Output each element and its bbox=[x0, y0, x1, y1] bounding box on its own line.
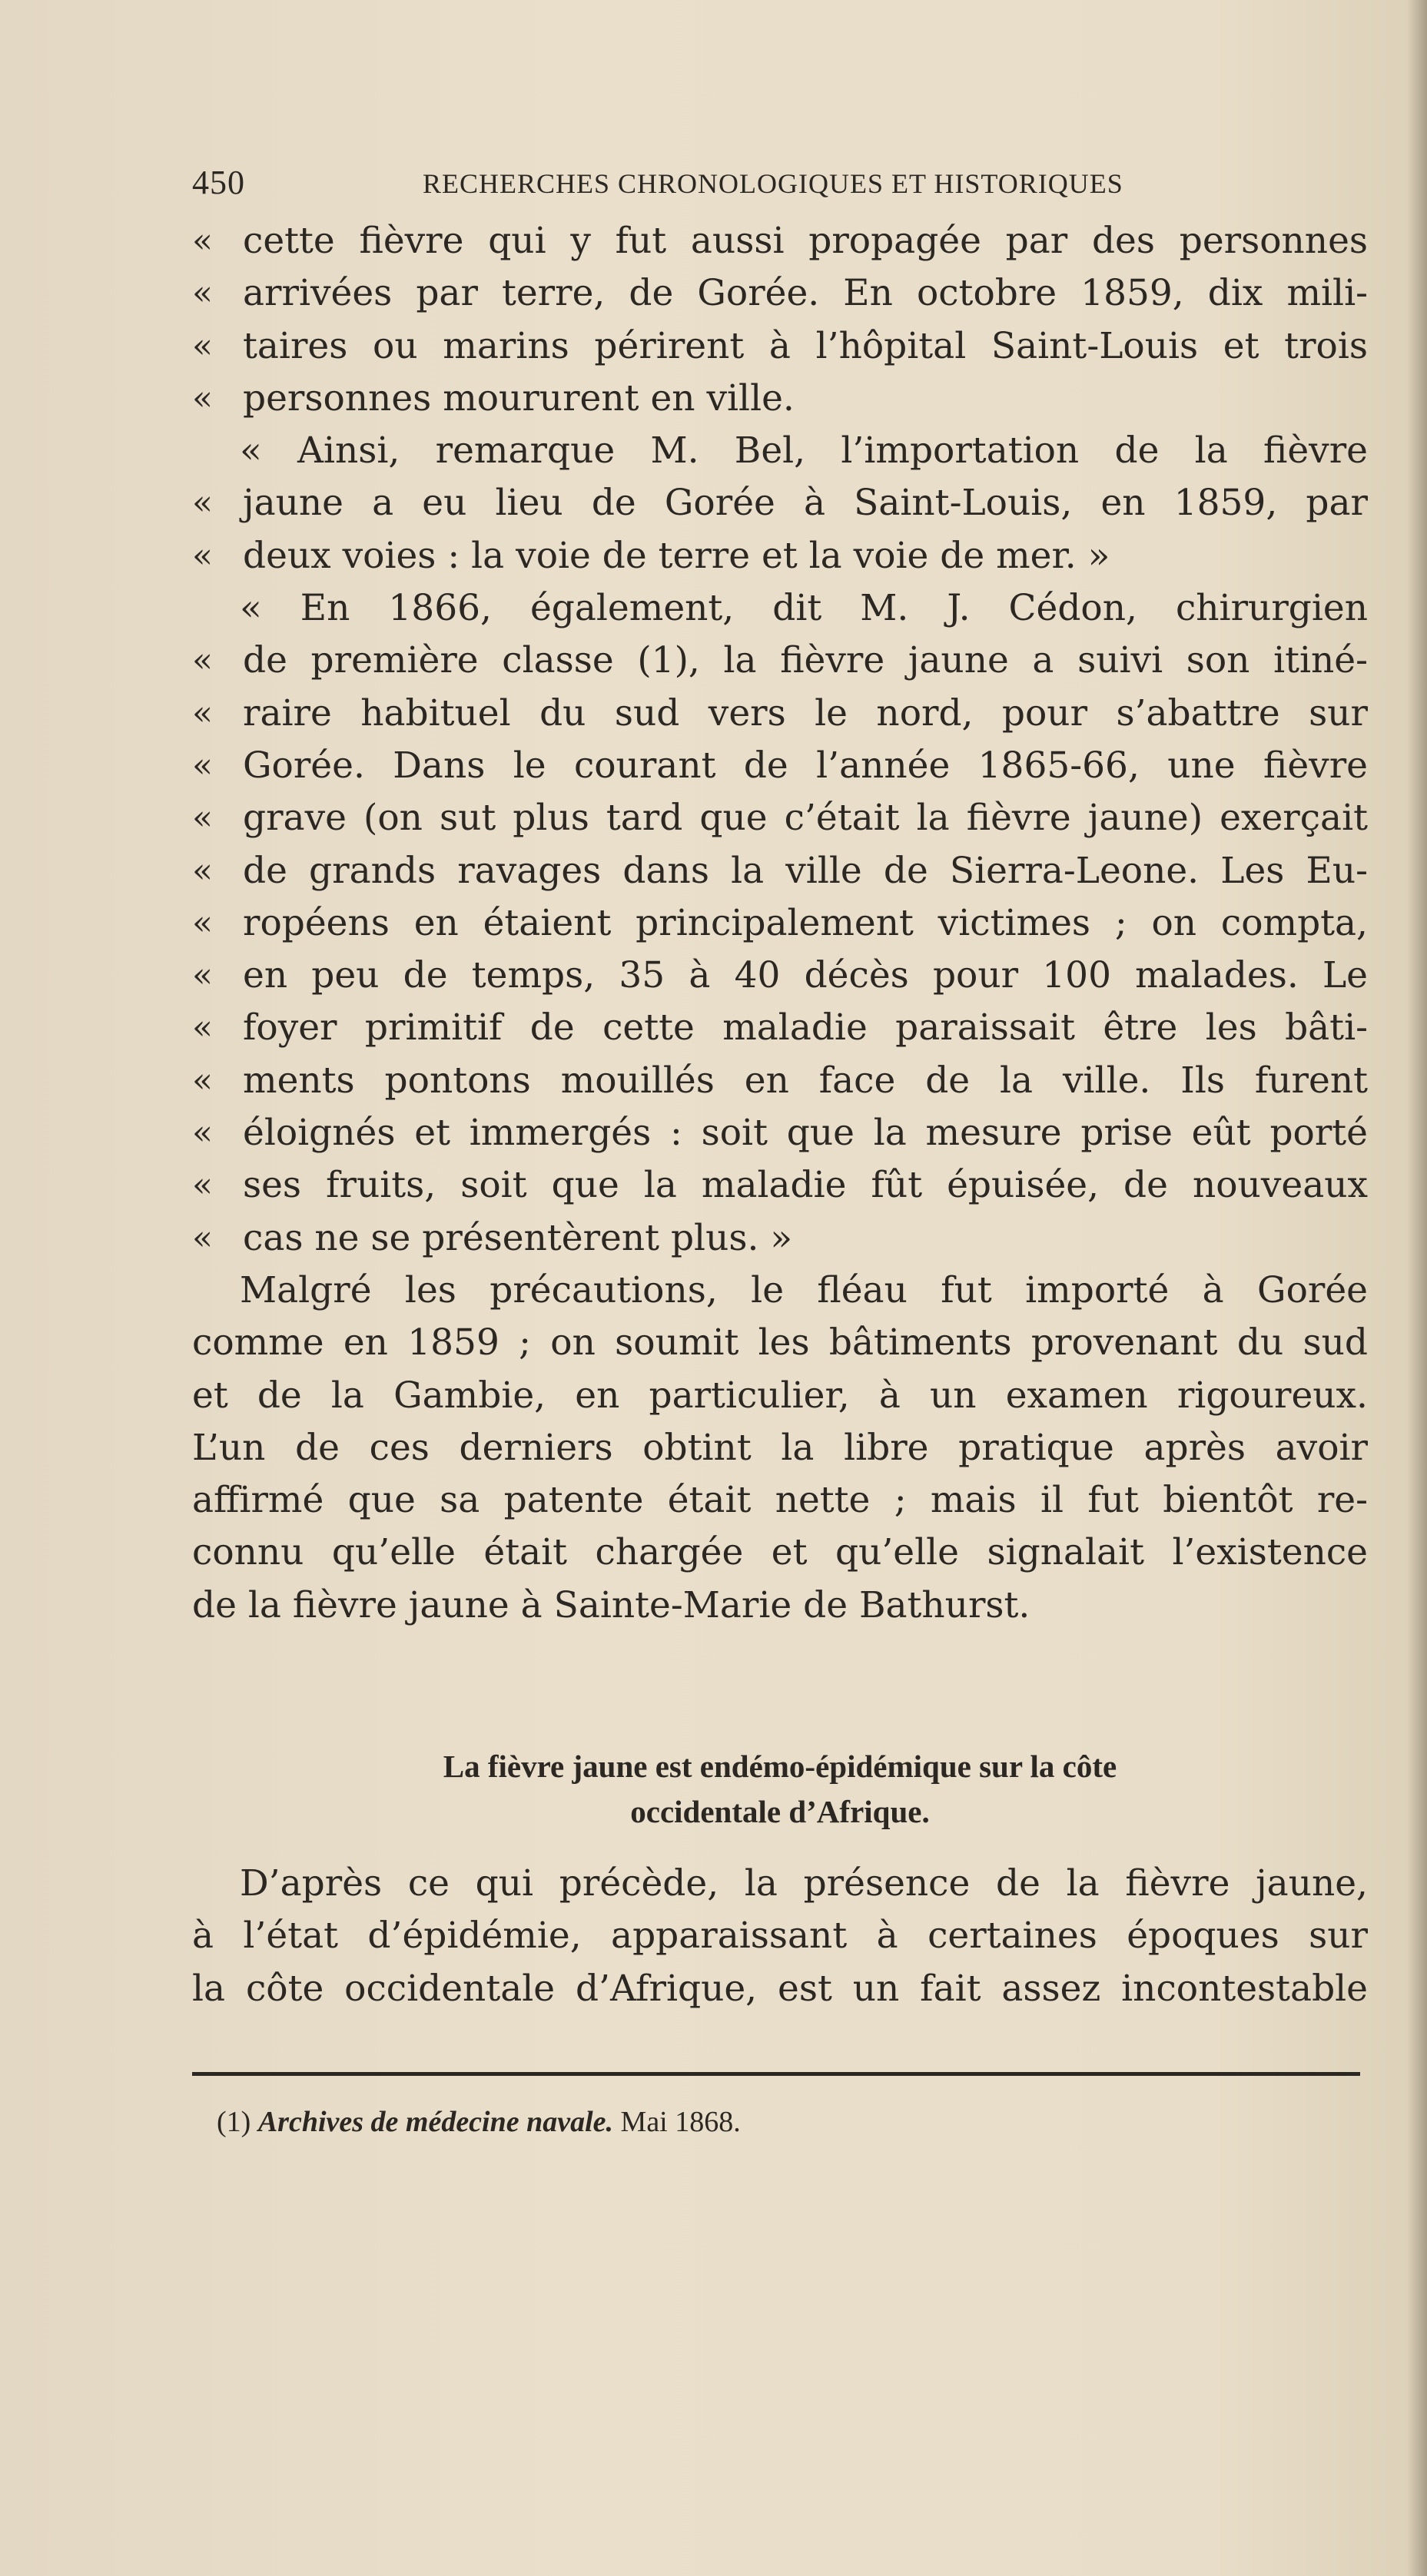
guillemet-mark: « bbox=[192, 850, 213, 890]
guillemet-mark: « bbox=[192, 221, 213, 260]
running-head: RECHERCHES CHRONOLOGIQUES ET HISTORIQUES bbox=[423, 168, 1123, 199]
line-text: ses fruits, soit que la maladie fût épuisée, de nouveaux bbox=[243, 1164, 1368, 1207]
section-heading-line-1: La fièvre jaune est endémo-épidémique sur la côte bbox=[443, 1749, 1117, 1784]
text-line bbox=[192, 320, 1368, 373]
line-text: de première classe (1), la fièvre jaune a suivi son itiné- bbox=[243, 639, 1368, 682]
line-text: en peu de temps, 35 à 40 décès pour 100 malades. Le bbox=[243, 954, 1368, 997]
text-line bbox=[192, 1910, 1368, 1962]
section-heading-line-2: occidentale d’Afrique. bbox=[630, 1794, 930, 1829]
guillemet-mark: « bbox=[192, 903, 213, 943]
text-line bbox=[192, 1527, 1368, 1579]
text-line bbox=[192, 688, 1368, 740]
section-heading bbox=[192, 1744, 1368, 1835]
quoted-passage bbox=[192, 215, 1368, 1632]
guillemet-mark: « bbox=[192, 274, 213, 313]
text-line bbox=[192, 267, 1368, 320]
text-line bbox=[192, 1265, 1368, 1317]
text-line bbox=[192, 1580, 1368, 1632]
line-text: arrivées par terre, de Gorée. En octobre 1859, dix mili- bbox=[243, 272, 1368, 315]
footnote-date: Mai 1868. bbox=[620, 2106, 741, 2138]
line-text: ropéens en étaient principalement victimes ; on compta, bbox=[243, 901, 1368, 944]
page-edge-shadow bbox=[1407, 0, 1427, 2576]
text-line bbox=[192, 1159, 1368, 1212]
line-text: cette fièvre qui y fut aussi propagée par des personnes bbox=[243, 220, 1368, 262]
text-line bbox=[192, 1474, 1368, 1527]
line-text: foyer primitif de cette maladie paraissait être les bâti- bbox=[243, 1006, 1368, 1049]
text-line bbox=[192, 425, 1368, 477]
footnote-source: Archives de médecine navale. bbox=[257, 2106, 614, 2138]
guillemet-mark: « bbox=[192, 535, 213, 575]
line-text: de la fièvre jaune à Sainte-Marie de Bathurst. bbox=[192, 1583, 1030, 1626]
line-text: la côte occidentale d’Afrique, est un fait assez incontestable bbox=[192, 1967, 1368, 2010]
text-line bbox=[192, 1963, 1368, 2015]
line-text: connu qu’elle était chargée et qu’elle signalait l’existence bbox=[192, 1531, 1368, 1574]
text-line bbox=[192, 1212, 1368, 1265]
paragraph-2 bbox=[192, 1858, 1368, 2015]
line-text: grave (on sut plus tard que c’était la fièvre jaune) exerçait bbox=[243, 797, 1368, 840]
guillemet-mark: « bbox=[192, 956, 213, 996]
line-text: D’après ce qui précède, la présence de la fièvre jaune, bbox=[240, 1862, 1368, 1905]
page-number: 450 bbox=[192, 164, 245, 201]
line-text: comme en 1859 ; on soumit les bâtiments provenant du sud bbox=[192, 1321, 1368, 1364]
line-text: personnes moururent en ville. bbox=[243, 376, 795, 419]
text-line bbox=[192, 477, 1368, 529]
line-text: Malgré les précautions, le fléau fut importé à Gorée bbox=[240, 1268, 1368, 1311]
guillemet-mark: « bbox=[192, 483, 213, 523]
footnote-marker: (1) bbox=[217, 2106, 251, 2138]
line-text: jaune a eu lieu de Gorée à Saint-Louis, en 1859, par bbox=[243, 482, 1368, 525]
page-header bbox=[192, 163, 1206, 209]
line-text: taires ou marins périrent à l’hôpital Saint-Louis et trois bbox=[243, 324, 1368, 367]
guillemet-mark: « bbox=[192, 693, 213, 733]
line-text: « En 1866, également, dit M. J. Cédon, chirurgien bbox=[240, 587, 1368, 630]
guillemet-mark: « bbox=[192, 1165, 213, 1205]
text-line bbox=[192, 1858, 1368, 1910]
text-line bbox=[192, 635, 1368, 687]
text-line bbox=[192, 950, 1368, 1002]
guillemet-mark: « bbox=[192, 1060, 213, 1100]
guillemet-mark: « bbox=[192, 1008, 213, 1048]
line-text: raire habituel du sud vers le nord, pour s’abattre sur bbox=[243, 691, 1368, 734]
line-text: Gorée. Dans le courant de l’année 1865-66, une fièvre bbox=[243, 744, 1368, 787]
guillemet-mark: « bbox=[192, 1113, 213, 1153]
text-line bbox=[192, 897, 1368, 950]
text-line bbox=[192, 1317, 1368, 1369]
text-line bbox=[192, 1002, 1368, 1054]
text-line bbox=[192, 215, 1368, 267]
line-text: deux voies : la voie de terre et la voie de mer. » bbox=[243, 534, 1110, 577]
line-text: à l’état d’épidémie, apparaissant à certaines époques sur bbox=[192, 1915, 1368, 1958]
guillemet-mark: « bbox=[192, 641, 213, 681]
line-text: et de la Gambie, en particulier, à un examen rigoureux. bbox=[192, 1374, 1368, 1417]
text-line bbox=[192, 1107, 1368, 1159]
line-text: ments pontons mouillés en face de la ville. Ils furent bbox=[243, 1059, 1368, 1102]
line-text: « Ainsi, remarque M. Bel, l’importation de la fièvre bbox=[240, 429, 1368, 472]
guillemet-mark: « bbox=[192, 798, 213, 838]
guillemet-mark: « bbox=[192, 1218, 213, 1258]
text-line bbox=[192, 845, 1368, 897]
text-line bbox=[192, 740, 1368, 792]
line-text: L’un de ces derniers obtint la libre pratique après avoir bbox=[192, 1426, 1368, 1469]
text-line bbox=[192, 373, 1368, 425]
line-text: cas ne se présentèrent plus. » bbox=[243, 1216, 793, 1259]
text-line bbox=[192, 792, 1368, 844]
footnote bbox=[217, 2105, 741, 2139]
text-line bbox=[192, 1055, 1368, 1107]
guillemet-mark: « bbox=[192, 326, 213, 366]
line-text: de grands ravages dans la ville de Sierra-Leone. Les Eu- bbox=[243, 849, 1368, 892]
line-text: éloignés et immergés : soit que la mesure prise eût porté bbox=[243, 1112, 1368, 1155]
text-line bbox=[192, 582, 1368, 635]
text-line bbox=[192, 1422, 1368, 1474]
guillemet-mark: « bbox=[192, 745, 213, 785]
text-line bbox=[192, 530, 1368, 582]
footnote-rule bbox=[192, 2072, 1360, 2076]
line-text: affirmé que sa patente était nette ; mais il fut bientôt re- bbox=[192, 1479, 1368, 1522]
text-line bbox=[192, 1370, 1368, 1422]
guillemet-mark: « bbox=[192, 378, 213, 418]
